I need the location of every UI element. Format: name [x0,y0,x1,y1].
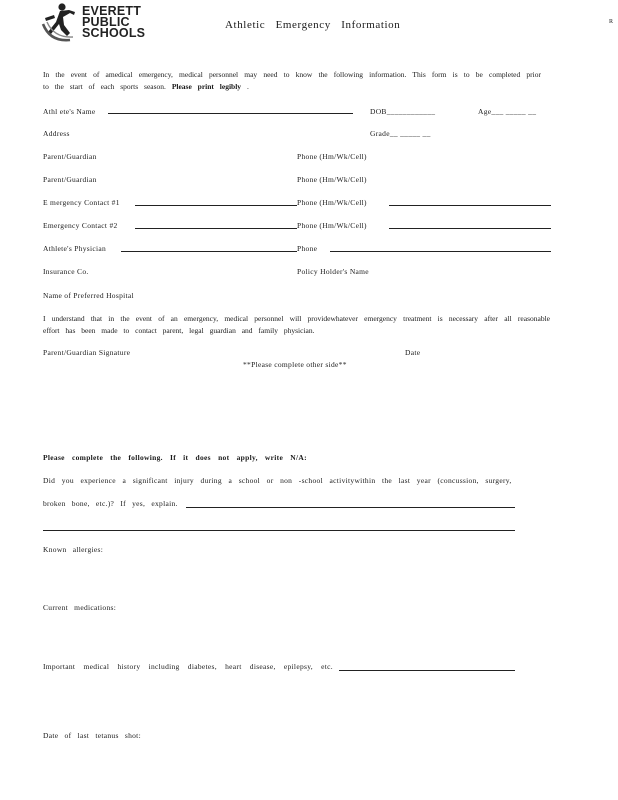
medical-history-line[interactable] [339,670,515,671]
consent-paragraph: I understand that in the event of an emergency, medical personnel will providewhatever emergency treatment is necessary after all reasonable effort has been made to contact parent, legal guardian and family physician. [43,314,550,335]
physician-label: Athlete's Physician [43,244,107,253]
injury-question-line-1: Did you experience a significant injury during a school or non -school activitywithin the last year (concussion, surgery, [43,476,512,485]
emergency-2-phone-label: Phone (Hm/Wk/Cell) [297,221,367,230]
logo-line-2: PUBLIC [82,15,130,29]
medical-history-label: Important medical history including diabetes, heart disease, epilepsy, etc. [43,662,333,671]
injury-explain-line-2[interactable] [43,530,515,531]
athlete-figure-icon [40,2,80,44]
intro-emphasis: Please print legibly [171,82,242,91]
allergies-label: Known allergies: [43,545,104,554]
emergency-2-phone-line[interactable] [389,228,551,229]
other-side-note: **Please complete other side** [243,360,347,369]
emergency-contact-2-line[interactable] [135,228,297,229]
district-logo [40,2,150,44]
address-label: Address [43,129,70,138]
parent-1-phone-label: Phone (Hm/Wk/Cell) [297,152,367,161]
athlete-name-label: Athl ete's Name [43,107,96,116]
dob-label: DOB____________ [370,107,436,116]
injury-explain-line-1[interactable] [186,507,515,508]
parent-guardian-2-label: Parent/Guardian [43,175,97,184]
medications-label: Current medications: [43,603,117,612]
emergency-1-phone-label: Phone (Hm/Wk/Cell) [297,198,367,207]
insurance-label: Insurance Co. [43,267,89,276]
intro-paragraph [43,69,541,93]
emergency-1-phone-line[interactable] [389,205,551,206]
logo-line-1: EVERETT [82,4,142,18]
parent-2-phone-label: Phone (Hm/Wk/Cell) [297,175,367,184]
corner-mark: R [609,19,614,25]
tetanus-label: Date of last tetanus shot: [43,731,141,740]
emergency-contact-2-label: Emergency Contact #2 [43,221,118,230]
emergency-contact-1-line[interactable] [135,205,297,206]
emergency-contact-1-label: E mergency Contact #1 [43,198,120,207]
logo-line-3: SCHOOLS [82,26,146,40]
policy-holder-label: Policy Holder's Name [297,267,369,276]
intro-text: In the event of amedical emergency, medical personnel may need to know the following information. This form is to be completed prior to the start of each sports season. [43,70,541,91]
grade-label: Grade__ _____ __ [370,129,431,138]
parent-guardian-1-label: Parent/Guardian [43,152,97,161]
physician-phone-line[interactable] [330,251,551,252]
physician-line[interactable] [121,251,297,252]
date-label: Date [405,348,421,357]
injury-question-line-2: broken bone, etc.)? If yes, explain. [43,499,178,508]
form-title: Athletic Emergency Information [225,19,401,31]
physician-phone-label: Phone [297,244,318,253]
intro-end: . [246,82,249,91]
section-2-heading: Please complete the following. If it does not apply, write N/A: [43,453,307,462]
preferred-hospital-label: Name of Preferred Hospital [43,291,134,300]
athlete-name-line[interactable] [108,113,353,114]
signature-label: Parent/Guardian Signature [43,348,131,357]
age-label: Age___ _____ __ [478,107,537,116]
